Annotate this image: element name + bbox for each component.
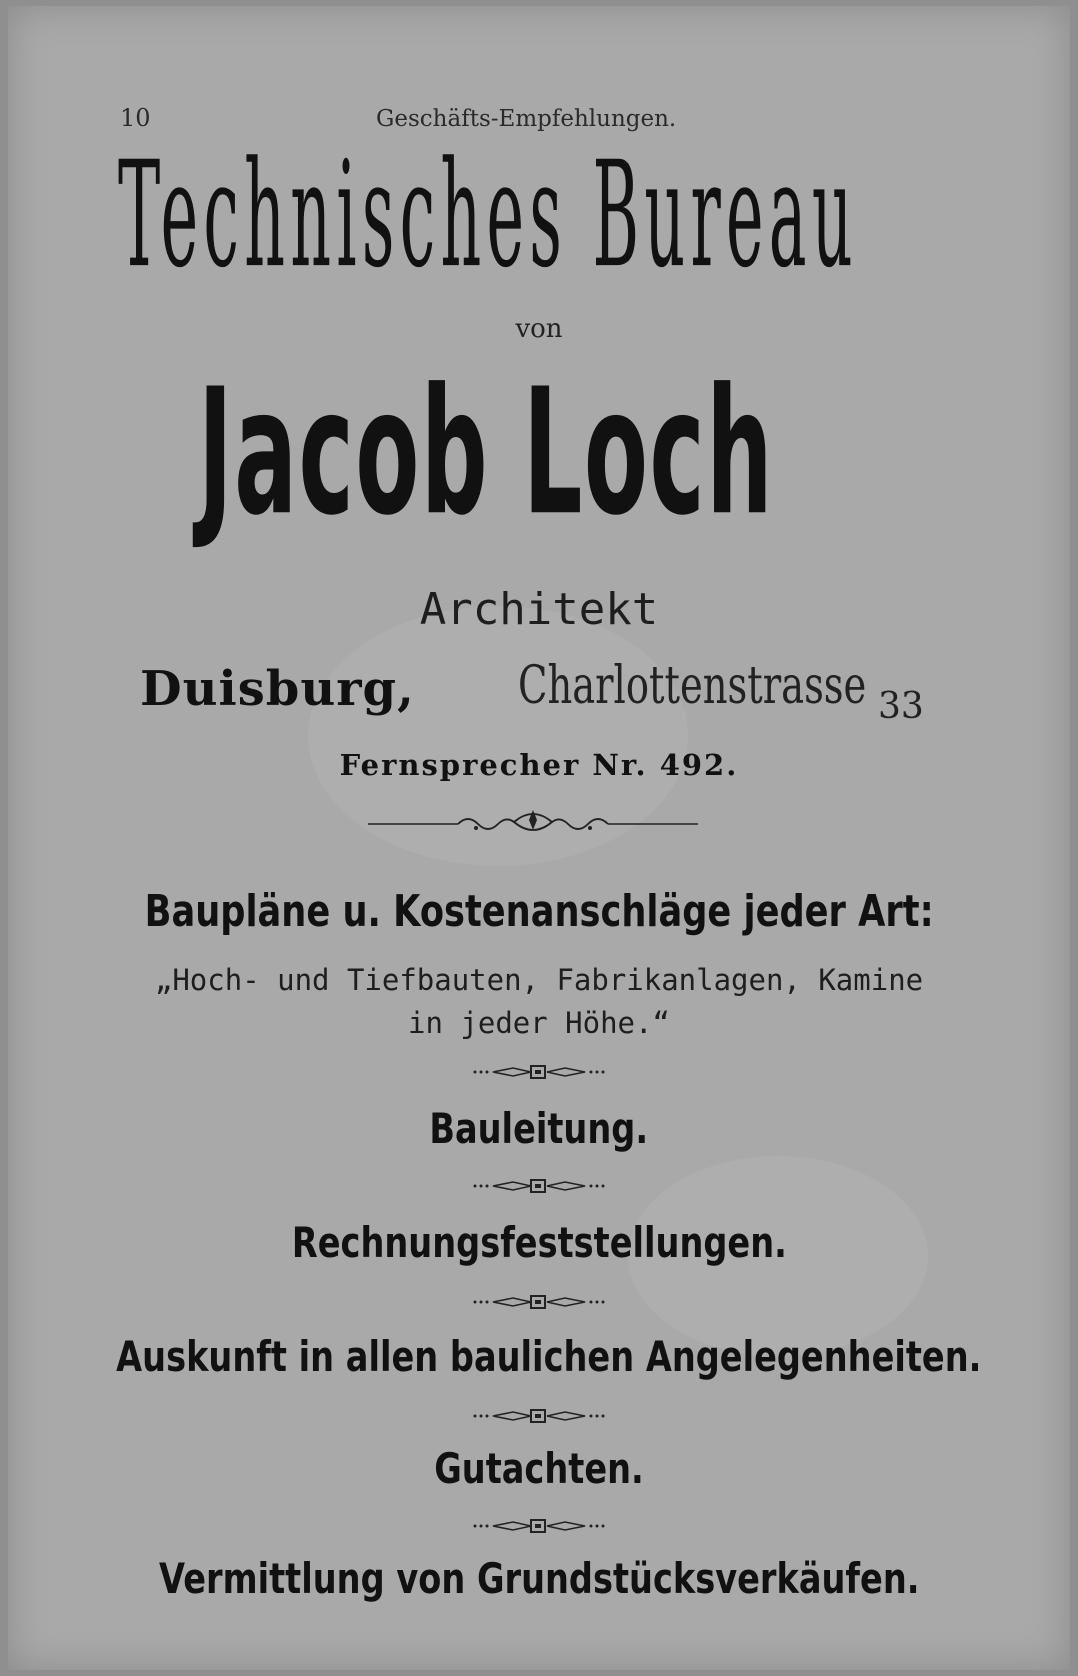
- small-ornament-icon: [469, 1062, 609, 1082]
- page-number: 10: [120, 104, 151, 132]
- service-item-auskunft: [8, 1332, 1070, 1381]
- main-service-desc-line1: „Hoch- und Tiefbauten, Fabrikanlagen, Kamine: [154, 963, 924, 997]
- service-item-text: Vermittlung von Grundstücksverkäufen.: [158, 1554, 920, 1603]
- section-title: Geschäfts-Empfehlungen.: [376, 106, 677, 132]
- service-item-text: Rechnungsfeststellungen.: [291, 1218, 787, 1267]
- small-ornament-icon: [469, 1406, 609, 1426]
- service-item-gutachten: [8, 1444, 1070, 1493]
- ad-title: [118, 129, 978, 301]
- service-item-vermittlung: [8, 1554, 1070, 1603]
- proprietor-name-text: Jacob Loch: [198, 350, 775, 554]
- ad-title-text: Technisches Bureau: [118, 129, 858, 301]
- proprietor-name: [198, 350, 898, 576]
- service-item-bauleitung: [8, 1104, 1070, 1153]
- flourish-ornament-icon: [368, 806, 698, 840]
- main-service-heading: [8, 886, 1070, 937]
- service-item-text: Bauleitung.: [429, 1104, 649, 1153]
- main-service-heading-text: Baupläne u. Kostenanschläge jeder Art:: [144, 886, 934, 937]
- small-ornament-icon: [469, 1176, 609, 1196]
- main-service-desc-line2: in jeder Höhe.“: [408, 1006, 670, 1040]
- scanned-page: [8, 6, 1070, 1670]
- city-label: Duisburg,: [140, 661, 415, 717]
- small-ornament-icon: [469, 1516, 609, 1536]
- street-label: Charlottenstrasse: [518, 656, 867, 716]
- profession-label: Architekt: [419, 584, 659, 635]
- service-item-text: Gutachten.: [434, 1444, 644, 1493]
- service-item-text: Auskunft in allen baulichen Angelegenheiten.: [116, 1332, 982, 1381]
- phone-line: Fernsprecher Nr. 492.: [339, 748, 739, 782]
- service-item-rechnungsfeststellungen: [8, 1218, 1070, 1267]
- house-number: 33: [878, 686, 924, 727]
- small-ornament-icon: [469, 1292, 609, 1312]
- von-label: von: [515, 314, 563, 344]
